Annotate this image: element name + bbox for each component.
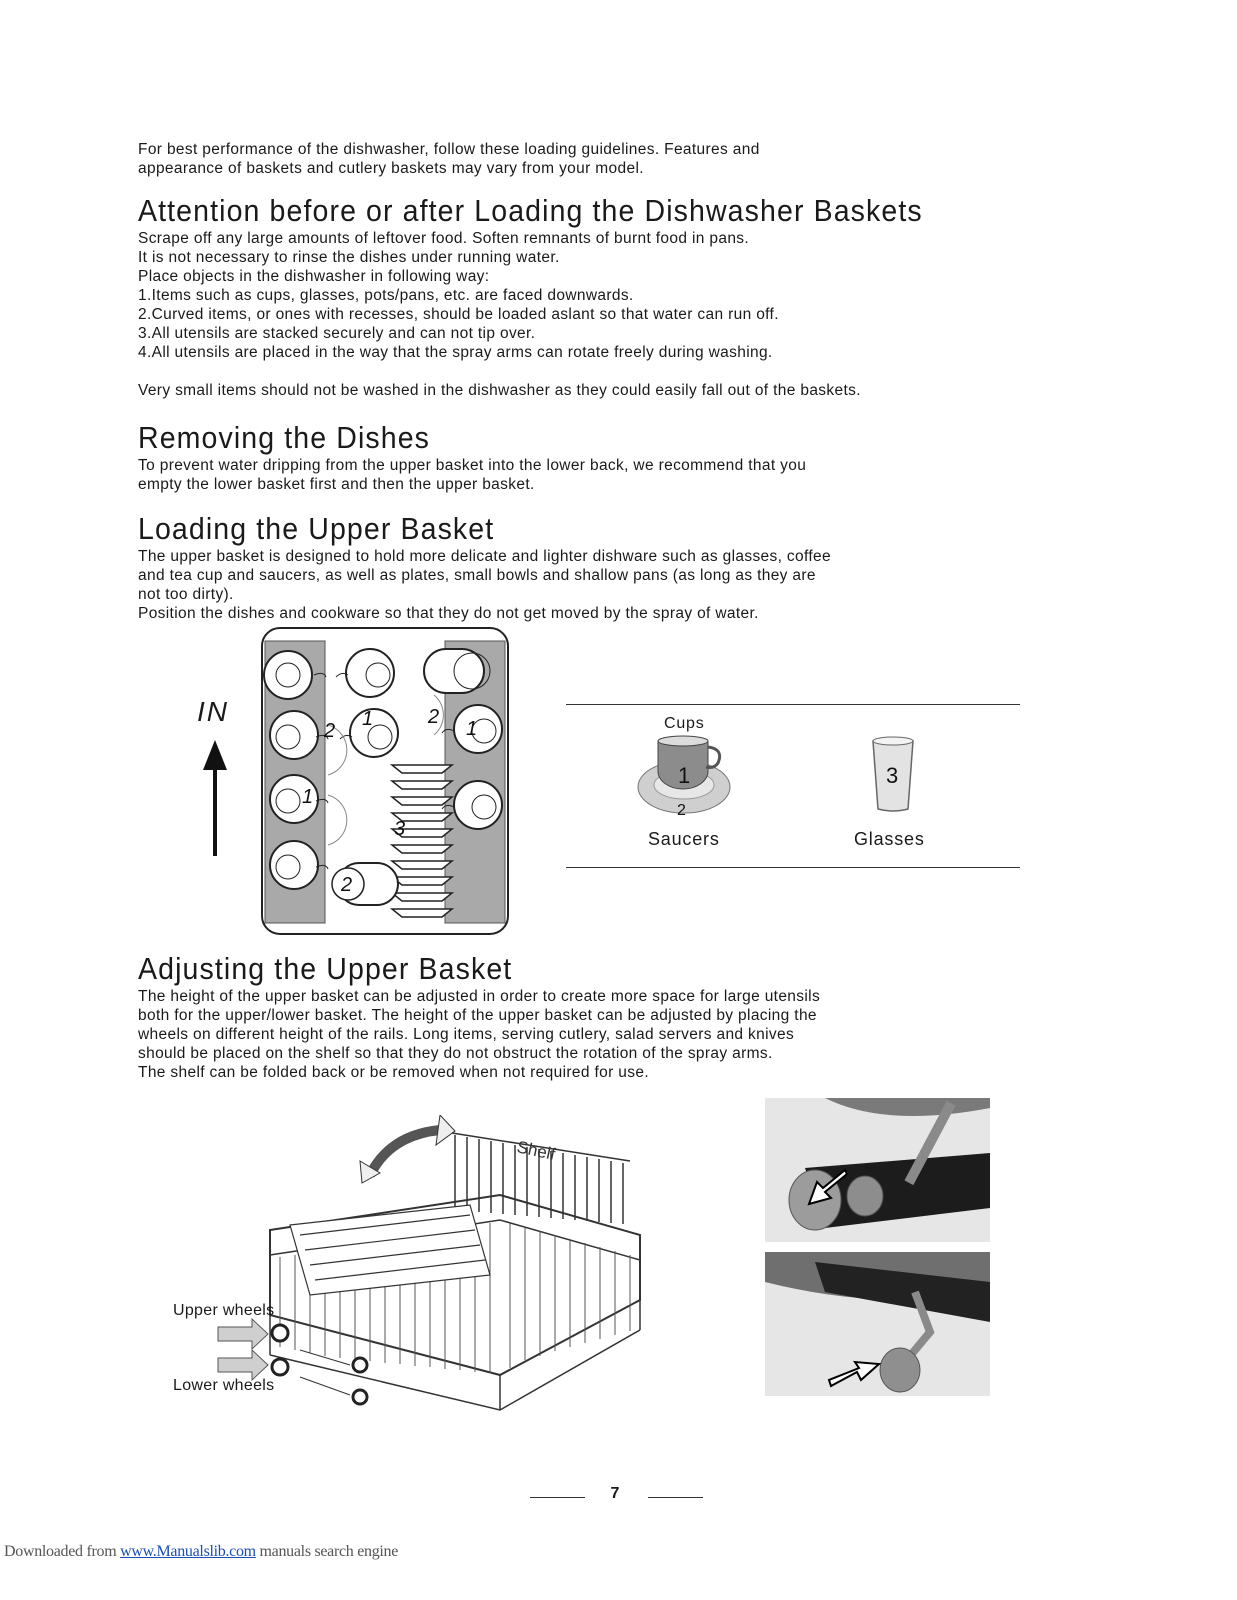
- attention-note: Very small items should not be washed in the dishwasher as they could easily fall out of the baskets.: [138, 382, 861, 399]
- cup-icon: [346, 649, 394, 697]
- heading-attention: Attention before or after Loading the Dishwasher Baskets: [138, 193, 923, 228]
- cup-icon: [264, 651, 312, 699]
- marker-2: 2: [428, 706, 440, 728]
- loading-line: and tea cup and saucers, as well as plates, small bowls and shallow pans (as long as they are: [138, 567, 816, 584]
- upper-basket-rack-diagram: [170, 1115, 670, 1415]
- loading-line: not too dirty).: [138, 586, 234, 603]
- section-attention: [138, 193, 998, 400]
- loading-line: Position the dishes and cookware so that they do not get moved by the spray of water.: [138, 605, 759, 622]
- legend-saucer-number: 2: [677, 802, 686, 819]
- intro-line: appearance of baskets and cutlery baskets may vary from your model.: [138, 160, 644, 177]
- adjusting-line: The height of the upper basket can be adjusted in order to create more space for large utensils: [138, 988, 821, 1005]
- footer-suffix: manuals search engine: [255, 1543, 399, 1560]
- cup-icon: [350, 709, 398, 757]
- marker-1: 1: [362, 708, 374, 730]
- in-direction-label: IN: [197, 696, 229, 727]
- loading-line: The upper basket is designed to hold more delicate and lighter dishware such as glasses, coffee: [138, 548, 831, 565]
- intro-text: [138, 140, 998, 178]
- footer-prefix: Downloaded from: [4, 1543, 121, 1560]
- legend-cup-number: 1: [678, 763, 691, 788]
- attention-line: 3.All utensils are stacked securely and can not tip over.: [138, 325, 536, 342]
- cup-icon: [270, 711, 318, 759]
- attention-line: Place objects in the dishwasher in following way:: [138, 268, 490, 285]
- wheel-removal-photo-bottom: [765, 1252, 990, 1396]
- adjusting-line: The shelf can be folded back or be removed when not required for use.: [138, 1064, 649, 1081]
- section-removing: [138, 420, 998, 494]
- heading-removing: Removing the Dishes: [138, 420, 431, 455]
- page-number: 7: [610, 1485, 620, 1502]
- wheel-icon: [353, 1358, 367, 1372]
- cup-saucer-icon: [636, 735, 736, 819]
- upper-basket-diagram: [190, 625, 520, 941]
- cup-icon: [454, 705, 502, 753]
- section-loading: [138, 511, 998, 623]
- marker-1: 1: [466, 718, 478, 740]
- wheel-icon: [353, 1390, 367, 1404]
- manualslib-link[interactable]: www.Manualslib.com: [120, 1543, 256, 1560]
- dish-legend: [566, 704, 1020, 868]
- marker-2: 2: [341, 874, 353, 896]
- cup-icon: [270, 841, 318, 889]
- attention-line: 4.All utensils are placed in the way that the spray arms can rotate freely during washing.: [138, 344, 773, 361]
- wheel-icon: [272, 1325, 288, 1341]
- removing-line: empty the lower basket first and then the upper basket.: [138, 476, 535, 493]
- lower-wheels-label: Lower wheels: [173, 1377, 275, 1394]
- legend-glasses-label: Glasses: [854, 829, 925, 849]
- shelf-label: Shelf: [515, 1137, 558, 1164]
- marker-1: 1: [302, 786, 314, 808]
- attention-line: 2.Curved items, or ones with recesses, should be loaded aslant so that water can run off.: [138, 306, 779, 323]
- marker-2: 2: [324, 720, 336, 742]
- page-number-rule-right: [648, 1497, 703, 1498]
- cup-icon: [454, 781, 502, 829]
- attention-line: Scrape off any large amounts of leftover food. Soften remnants of burnt food in pans.: [138, 230, 750, 247]
- wheel-removal-photo-top: [765, 1098, 990, 1242]
- intro-line: For best performance of the dishwasher, follow these loading guidelines. Features and: [138, 141, 760, 158]
- legend-saucers-label: Saucers: [648, 829, 720, 849]
- wheel-icon: [272, 1359, 288, 1375]
- page-number-rule-left: [530, 1497, 585, 1498]
- upper-wheels-label: Upper wheels: [173, 1302, 275, 1319]
- adjusting-line: both for the upper/lower basket. The height of the upper basket can be adjusted by placing the: [138, 1007, 817, 1024]
- legend-glass-number: 3: [886, 763, 899, 788]
- download-footer: [4, 1543, 398, 1561]
- attention-line: 1.Items such as cups, glasses, pots/pans, etc. are faced downwards.: [138, 287, 634, 304]
- heading-adjusting: Adjusting the Upper Basket: [138, 951, 513, 986]
- section-adjusting: [138, 951, 998, 1082]
- adjusting-line: should be placed on the shelf so that they do not obstruct the rotation of the spray arms.: [138, 1045, 773, 1062]
- legend-cups-label: Cups: [664, 715, 705, 732]
- heading-loading: Loading the Upper Basket: [138, 511, 495, 546]
- attention-line: It is not necessary to rinse the dishes under running water.: [138, 249, 560, 266]
- lower-wheels-arrow-icon: [218, 1350, 268, 1380]
- marker-3: 3: [394, 818, 406, 840]
- upper-wheels-arrow-icon: [218, 1319, 268, 1349]
- glass-icon: [868, 735, 918, 815]
- adjusting-line: wheels on different height of the rails. Long items, serving cutlery, salad servers and knives: [138, 1026, 795, 1043]
- removing-line: To prevent water dripping from the upper basket into the lower back, we recommend that you: [138, 457, 807, 474]
